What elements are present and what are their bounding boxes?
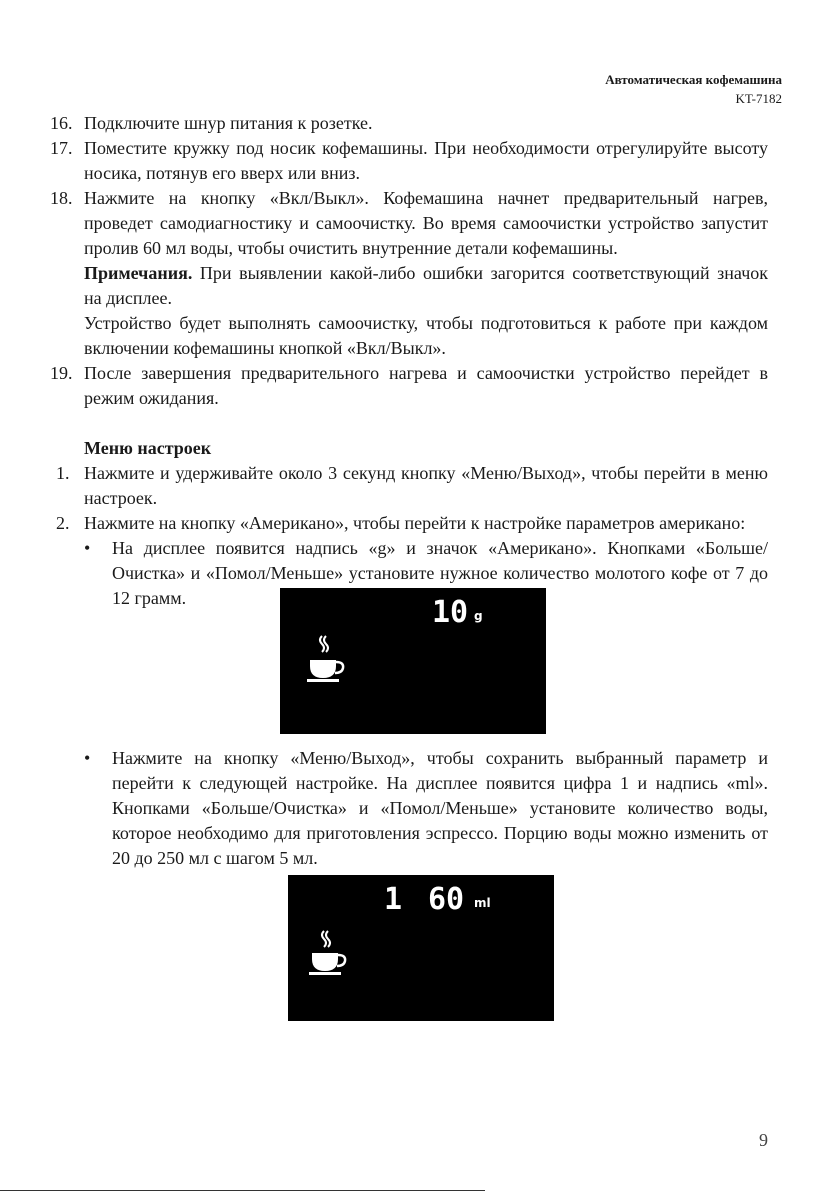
step-number: 16. — [50, 113, 73, 133]
step-16 — [50, 111, 768, 136]
step-text: После завершения предварительного нагрева и самоочистки устройство перейдет в режим ожидания. — [84, 363, 768, 408]
step-number: 18. — [50, 188, 73, 208]
step-text: Поместите кружку под носик кофемашины. При необходимости отрегулируйте высоту носика, потянув его вверх или вниз. — [84, 138, 768, 183]
display-value: 60 — [428, 882, 465, 917]
coffee-cup-icon — [309, 931, 345, 975]
note-label: Примечания. — [84, 263, 193, 283]
bottom-rule — [0, 1190, 485, 1191]
page-content — [50, 111, 768, 611]
note-paragraph-2: Устройство будет выполнять самоочистку, чтобы подготовиться к работе при каждом включении кофемашины кнопкой «Вкл/Выкл». — [84, 313, 768, 358]
step-19 — [50, 361, 768, 411]
section-title: Меню настроек — [84, 438, 212, 458]
bullet-text: На дисплее появится надпись «g» и значок «Американо». Кнопками «Больше/Очистка» и «Помол/Меньше» установите нужное количество молотого кофе от 7 до 12 грамм. — [112, 538, 768, 608]
note-paragraph — [50, 261, 768, 311]
step-number: 1. — [56, 463, 70, 483]
step-number: 2. — [56, 513, 70, 533]
menu-step-1 — [50, 461, 768, 511]
product-model: KT-7182 — [735, 91, 782, 106]
display-index: 1 — [384, 882, 403, 917]
display-value: 10 — [432, 595, 469, 630]
display-grams — [280, 588, 546, 734]
display-water-volume — [288, 875, 554, 1021]
display-unit: g — [474, 609, 483, 623]
bullet-item — [50, 746, 768, 871]
step-text: Нажмите и удерживайте около 3 секунд кнопку «Меню/Выход», чтобы перейти в меню настроек. — [84, 463, 768, 508]
step-18 — [50, 186, 768, 261]
step-number: 17. — [50, 138, 73, 158]
bullet-mark: • — [84, 538, 91, 558]
page-content-2 — [50, 746, 768, 871]
step-text: Нажмите на кнопку «Вкл/Выкл». Кофемашина начнет предварительный нагрев, проведет самодиагностику и самоочистку. Во время самоочистки устройство запустит пролив 60 мл воды, чтобы очистить внутренние детали кофемашины. — [84, 188, 768, 258]
note-text: При выявлении какой-либо ошибки загорится соответствующий значок на дисплее. — [84, 263, 768, 308]
display-unit: ml — [474, 896, 491, 910]
bullet-text: Нажмите на кнопку «Меню/Выход», чтобы сохранить выбранный параметр и перейти к следующей настройке. На дисплее появится цифра 1 и надпись «ml». Кнопками «Больше/Очистка» и «Помол/Меньше» установите количество воды, которое необходимо для приготовления эспрессо. Порцию воды можно изменить от 20 до 250 мл с шагом 5 мл. — [112, 748, 768, 868]
menu-step-2 — [50, 511, 768, 536]
step-number: 19. — [50, 363, 73, 383]
bullet-mark: • — [84, 748, 91, 768]
step-17 — [50, 136, 768, 186]
step-text: Нажмите на кнопку «Американо», чтобы перейти к настройке параметров американо: — [84, 513, 746, 533]
page-header — [605, 70, 782, 108]
product-title: Автоматическая кофемашина — [605, 72, 782, 87]
coffee-cup-icon — [307, 636, 343, 682]
page-number: 9 — [759, 1130, 768, 1150]
step-text: Подключите шнур питания к розетке. — [84, 113, 373, 133]
